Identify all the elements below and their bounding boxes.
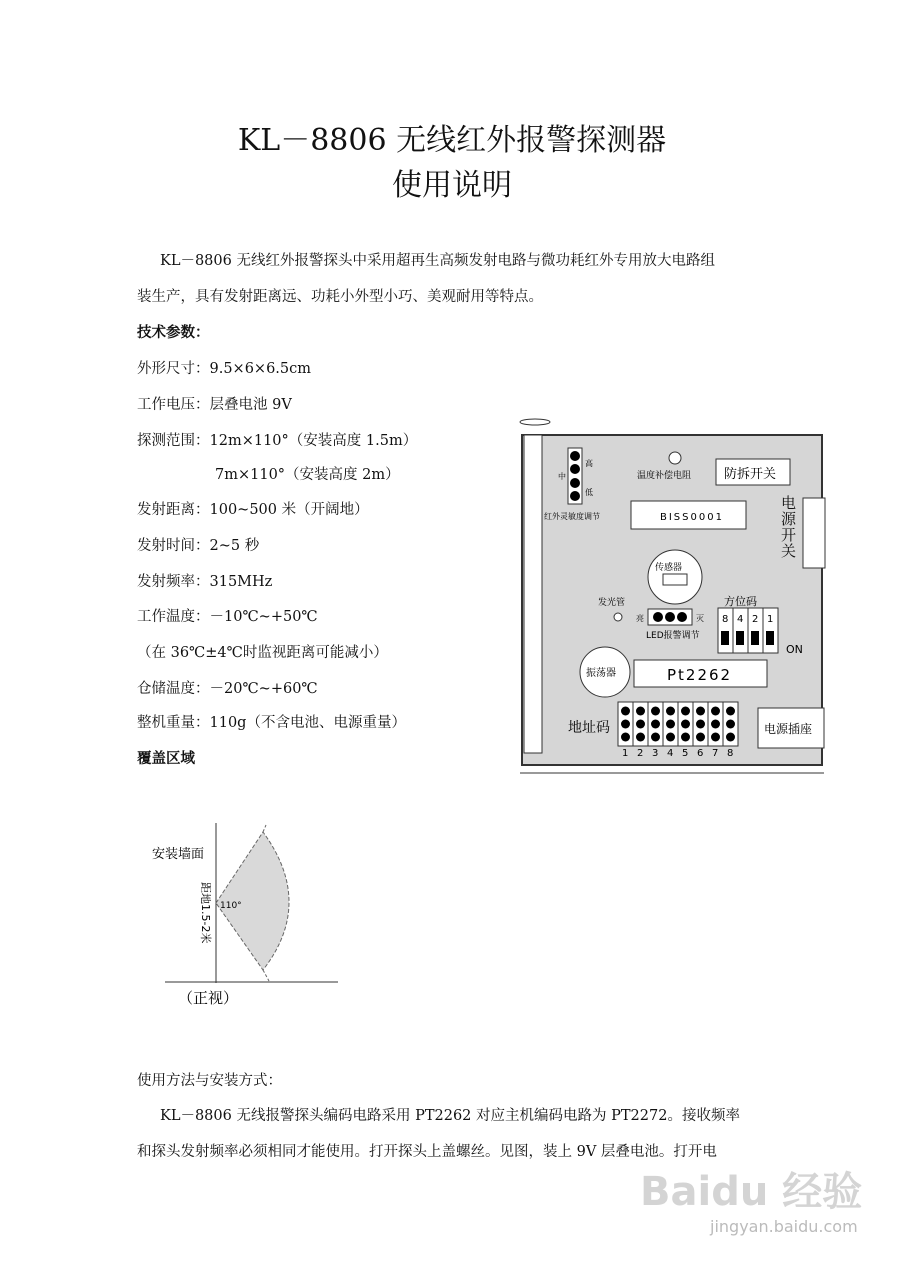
jumper-pin [621, 720, 630, 729]
jumper-pin [711, 707, 720, 716]
sensor-label: 传感器 [655, 563, 683, 573]
jumper-pin [621, 707, 630, 716]
spec-item: 发射频率：315MHz [137, 574, 273, 590]
jumper-pin [666, 720, 675, 729]
jumper-pin [666, 707, 675, 716]
jumper-pin [636, 720, 645, 729]
power-socket-label: 电源插座 [764, 722, 813, 736]
sens-mid-label: 中 [558, 472, 566, 481]
jumper-pin [681, 720, 690, 729]
specs-heading: 技术参数： [137, 324, 210, 341]
jumper-pin [666, 733, 675, 742]
spec-item: 整机重量：110g（不含电池、电源重量） [137, 715, 406, 731]
address-number: 7 [712, 748, 719, 759]
address-number: 1 [622, 748, 629, 759]
spec-item: 工作电压：层叠电池 9V [137, 397, 292, 413]
off-label: 灭 [696, 614, 704, 623]
usage-line: KL－8806 无线报警探头编码电路采用 PT2262 对应主机编码电路为 PT2272。接收频率 [160, 1108, 740, 1124]
spec-item: 外形尺寸：9.5×6×6.5cm [137, 361, 312, 377]
on-label: 亮 [636, 614, 644, 623]
angle-label: 110° [220, 901, 242, 911]
spec-item: 7m×110°（安装高度 2m） [215, 467, 400, 483]
jumper-pin [726, 720, 735, 729]
intro-line: 装生产，具有发射距离远、功耗小外型小巧、美观耐用等特点。 [137, 289, 543, 305]
doc-subtitle: 使用说明 [392, 168, 512, 203]
address-number: 8 [727, 748, 734, 759]
jumper-pin [726, 733, 735, 742]
jumper-pin [711, 733, 720, 742]
antenna [524, 435, 542, 753]
coverage-diagram [130, 800, 360, 1020]
spec-item: （在 36℃±4℃时监视距离可能减小） [137, 645, 388, 661]
led-label: 发光管 [598, 598, 626, 608]
jumper-pin [636, 733, 645, 742]
oscillator-label: 振荡器 [586, 668, 616, 679]
sens-low-label: 低 [585, 488, 593, 497]
jumper-pin [681, 707, 690, 716]
led-adjust-label: LED报警调节 [646, 631, 700, 641]
svg-text:1: 1 [767, 614, 774, 625]
height-label: 距地1.5-2米 [199, 882, 212, 944]
jumper-pin [696, 733, 705, 742]
address-number: 6 [697, 748, 704, 759]
address-number: 3 [652, 748, 659, 759]
jumper-pin [651, 707, 660, 716]
power-switch [803, 498, 825, 568]
jumper-pin [621, 733, 630, 742]
jumper-pin [696, 707, 705, 716]
spec-item: 探测范围：12m×110°（安装高度 1.5m） [137, 433, 418, 449]
spec-item: 仓储温度：－20℃~+60℃ [137, 681, 318, 697]
direction-code-label: 方位码 [724, 595, 757, 608]
circuit-board-diagram [510, 405, 840, 780]
chip1-label: BISS0001 [660, 512, 724, 523]
spec-item: 发射距离：100~500 米（开阔地） [137, 502, 369, 518]
dip-on-label: ON [786, 643, 803, 656]
intro-line: KL－8806 无线红外报警探头中采用超再生高频发射电路与微功耗红外专用放大电路组 [160, 253, 715, 269]
chip2-label: Pt2262 [667, 666, 733, 684]
spec-item: 发射时间：2~5 秒 [137, 538, 260, 554]
sens-adjust-label: 红外灵敏度调节 [544, 512, 600, 521]
jumper-pin [696, 720, 705, 729]
doc-title: KL－8806 无线红外报警探测器 [237, 123, 667, 158]
dip-switch [718, 608, 778, 653]
address-code-label: 地址码 [568, 720, 610, 736]
address-number: 4 [667, 748, 674, 759]
jumper-pin [636, 707, 645, 716]
spec-item: 工作温度：－10℃~+50℃ [137, 609, 318, 625]
jumper-pin [681, 733, 690, 742]
jumper-pin [726, 707, 735, 716]
coverage-heading: 覆盖区域 [137, 750, 195, 767]
address-number: 5 [682, 748, 689, 759]
usage-heading: 使用方法与安装方式： [137, 1073, 282, 1089]
address-number: 2 [637, 748, 644, 759]
usage-line: 和探头发射频率必须相同才能使用。打开探头上盖螺丝。见图，装上 9V 层叠电池。打开电 [137, 1144, 717, 1160]
power-switch-label: 电源开关 [779, 495, 797, 559]
svg-text:4: 4 [737, 614, 744, 625]
tamper-label: 防拆开关 [724, 467, 777, 482]
wall-label: 安装墙面 [152, 847, 205, 862]
temp-res-label: 温度补偿电阻 [637, 471, 692, 481]
jumper-pin [711, 720, 720, 729]
view-label: （正视） [178, 989, 239, 1007]
baidu-watermark: Baidu 经验 jingyan.baidu.com [640, 1169, 863, 1236]
jumper-pin [651, 733, 660, 742]
svg-text:2: 2 [752, 614, 759, 625]
svg-text:8: 8 [722, 614, 729, 625]
jumper-pin [651, 720, 660, 729]
sens-high-label: 高 [585, 459, 593, 468]
